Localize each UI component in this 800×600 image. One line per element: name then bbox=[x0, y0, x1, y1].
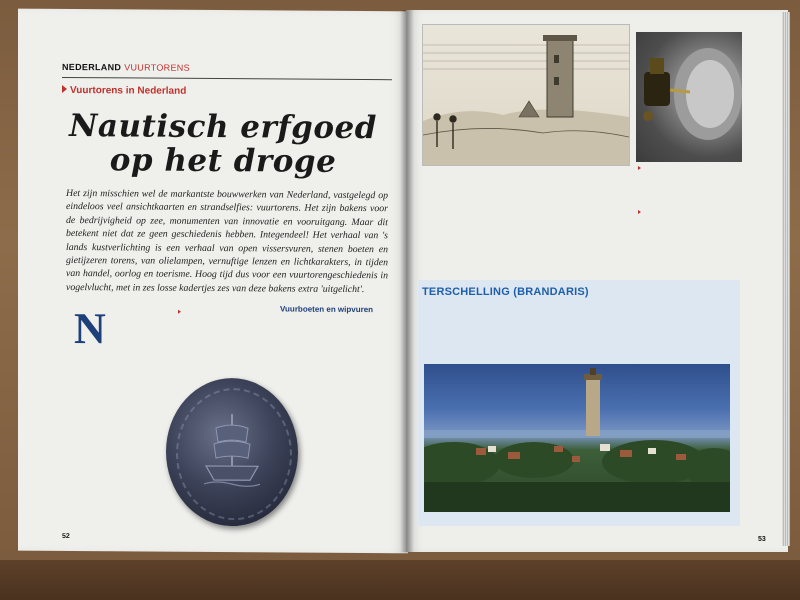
magazine-spread bbox=[18, 10, 788, 552]
body-column-2 bbox=[280, 316, 394, 317]
section-label bbox=[62, 62, 190, 73]
right-page bbox=[406, 10, 788, 552]
red-triangle-icon bbox=[638, 166, 641, 170]
historic-etching bbox=[422, 24, 630, 166]
page-edges bbox=[782, 12, 790, 546]
kicker-text: Vuurtorens in Nederland bbox=[70, 85, 187, 97]
sidebar-box-title: TERSCHELLING (BRANDARIS) bbox=[422, 286, 589, 298]
page-number-left: 52 bbox=[62, 532, 70, 541]
brandaris-photo bbox=[424, 364, 730, 512]
ship-emblem bbox=[196, 408, 268, 495]
spine-shadow bbox=[400, 10, 414, 552]
lamp-illustration bbox=[636, 32, 742, 162]
drop-cap: N bbox=[74, 304, 106, 354]
red-triangle-icon bbox=[638, 210, 641, 214]
ship-medal-icon bbox=[166, 378, 298, 527]
town-illustration bbox=[424, 364, 730, 512]
table-edge bbox=[0, 560, 800, 600]
header-rule bbox=[62, 77, 392, 80]
article-intro: Het zijn misschien wel de markantste bouwwerken van Nederland, vastgelegd op eindeloos veel ansichtkaarten en strandselfies: vuurtorens. Het zijn bakens voor de bedrijvigheid op zee, monumenten van innovatie en vooruitgang. Maar dit betekent niet dat ze geen geschiedenis hebben. Integendeel! Het verhaal van 's lands kustverlichting is een verhaal van open vissersvuren, stenen boeten en gietijzeren torens, van olielampen, vernuftige lenzen en lichtkarakters, in tijden van handel, oorlog en toerisme. Hoog tijd dus voor een vuurtorengeschiedenis in vogelvlucht, met in zes losse kadertjes zes van deze bakens extra 'uitgelicht'. bbox=[66, 187, 388, 295]
etching-caption bbox=[638, 210, 750, 217]
red-triangle-icon bbox=[178, 310, 181, 314]
coin-caption bbox=[178, 310, 274, 318]
etching-illustration bbox=[423, 25, 629, 165]
kicker bbox=[62, 85, 186, 97]
page-number-right: 53 bbox=[758, 536, 766, 543]
section-name: NEDERLAND bbox=[62, 61, 122, 73]
lamp-caption bbox=[638, 166, 750, 173]
left-page bbox=[18, 9, 408, 554]
article-title: Nautisch erfgoed op het droge bbox=[69, 107, 377, 180]
section-subhead: Vuurboeten en wipvuren bbox=[280, 304, 374, 315]
lamp-photo bbox=[636, 32, 742, 162]
red-triangle-icon bbox=[62, 85, 67, 93]
section-sub: VUURTORENS bbox=[124, 62, 190, 73]
